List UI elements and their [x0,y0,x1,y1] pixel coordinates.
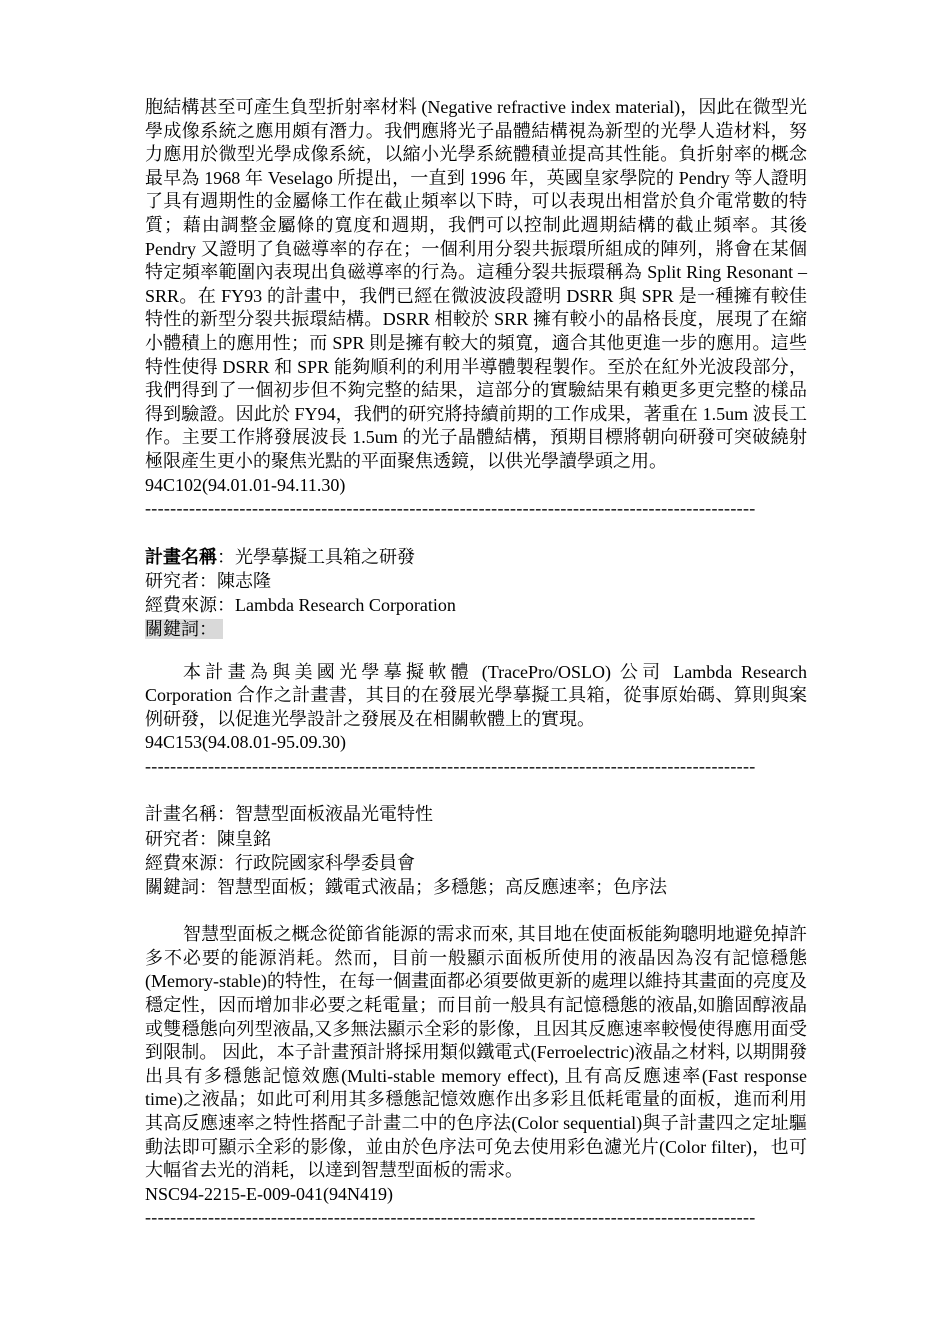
section3-keywords: 關鍵詞：智慧型面板；鐵電式液晶；多穩態；高反應速率；色序法 [145,877,667,898]
spacer [145,778,807,802]
section2-body: 本計畫為與美國光學摹擬軟體 (TracePro/OSLO) 公司 Lambda Research Corporation 合作之計畫書，其目的在發展光學摹擬工具箱，從事原始碼、算則與案例研發，以促進光學設計之發展及在相關軟體上的實現。 [145,661,807,729]
section1-body: 胞結構甚至可產生負型折射率材料 (Negative refractive index material)，因此在微型光學成像系統之應用頗有潛力。我們應將光子晶體結構視為新型的光學人造材料，努力應用於微型光學成像系統，以縮小光學系統體積並提高其性能。負折射率的概念最早為 1968 年 Veselago 所提出，一直到 1996 年，英國皇家學院的 Pendry 等人證明了具有週期性的金屬條工作在截止頻率以下時，可以表現出相當於負介電常數的特質；藉由調整金屬條的寬度和週期，我們可以控制此週期結構的截止頻率。其後 Pendry 又證明了負磁導率的存在；一個利用分裂共振環所組成的陣列，將會在某個特定頻率範圍內表現出負磁導率的行為。這種分裂共振環稱為 Split Ring Resonant – SRR。在 FY93 的計畫中，我們已經在微波波段證明 DSRR 與 SPR 是一種擁有較佳特性的新型分裂共振環結構。DSRR 相較於 SRR 擁有較小的晶格長度，展現了在縮小體積上的應用性；而 SPR 則是擁有較大的頻寬，適合其他更進一步的應用。這些特性使得 DSRR 和 SPR 能夠順利的利用半導體製程製作。至於在紅外光波段部分，我們得到了一個初步但不夠完整的結果，這部分的實驗結果有賴更多更完整的樣品得到驗證。因此於 FY94，我們的研究將持續前期的工作成果，著重在 1.5um 波長工作。主要工作將發展波長 1.5um 的光子晶體結構，預期目標將朝向研發可突破繞射極限產生更小的聚焦光點的平面聚焦透鏡，以供光學讀學頭之用。 [145,97,807,471]
spacer [145,642,807,661]
section2-keywords [145,617,807,641]
section2-title [145,545,807,569]
document-page [145,96,807,1230]
spacer [145,899,807,923]
section3-divider: ------------------------------------------------------------------------------------------------- [145,1207,756,1228]
section3-title: 計畫名稱：智慧型面板液晶光電特性 [145,804,433,825]
section1-project-code: 94C102(94.01.01-94.11.30) [145,474,346,495]
section3-researcher: 研究者：陳皇銘 [145,828,271,849]
section3-funding: 經費來源：行政院國家科學委員會 [145,852,415,873]
section2-project-code: 94C153(94.08.01-95.09.30) [145,732,346,753]
spacer [145,521,807,545]
section3-project-code: NSC94-2215-E-009-041(94N419) [145,1183,393,1204]
section2-title-label: 計畫名稱 [145,546,217,567]
section2-keywords-label: 關鍵詞： [145,619,223,639]
section2-title-value: ：光學摹擬工具箱之研發 [217,546,415,567]
section3-body: 智慧型面板之概念從節省能源的需求而來, 其目地在使面板能夠聰明地避免掉許多不必要的能源消耗。然而，目前一般顯示面板所使用的液晶因為沒有記憶穩態(Memory-stable)的特性，在每一個畫面都必須要做更新的處理以維持其畫面的亮度及穩定性，因而增加非必要之耗電量；而目前一般具有記憶穩態的液晶,如膽固醇液晶或雙穩態向列型液晶,又多無法顯示全彩的影像，且因其反應速率較慢使得應用面受到限制。 因此，本子計畫預計將採用類似鐵電式(Ferroelectric)液晶之材料, 以期開發出具有多穩態記憶效應(Multi-stable memory effect), 且有高反應速率(Fast response time)之液晶；如此可利用其多穩態記憶效應作出多彩且低耗電量的面板，進而利用其高反應速率之特性搭配子計畫二中的色序法(Color sequential)與子計畫四之定址驅動法即可顯示全彩的影像，並由於色序法可免去使用彩色濾光片(Color filter)，也可大幅省去光的消耗，以達到智慧型面板的需求。 [145,924,807,1181]
section1-divider: ------------------------------------------------------------------------------------------------- [145,498,756,519]
section2-researcher: 研究者：陳志隆 [145,570,271,591]
section2-funding: 經費來源：Lambda Research Corporation [145,595,456,616]
section2-divider: ------------------------------------------------------------------------------------------------- [145,755,756,776]
